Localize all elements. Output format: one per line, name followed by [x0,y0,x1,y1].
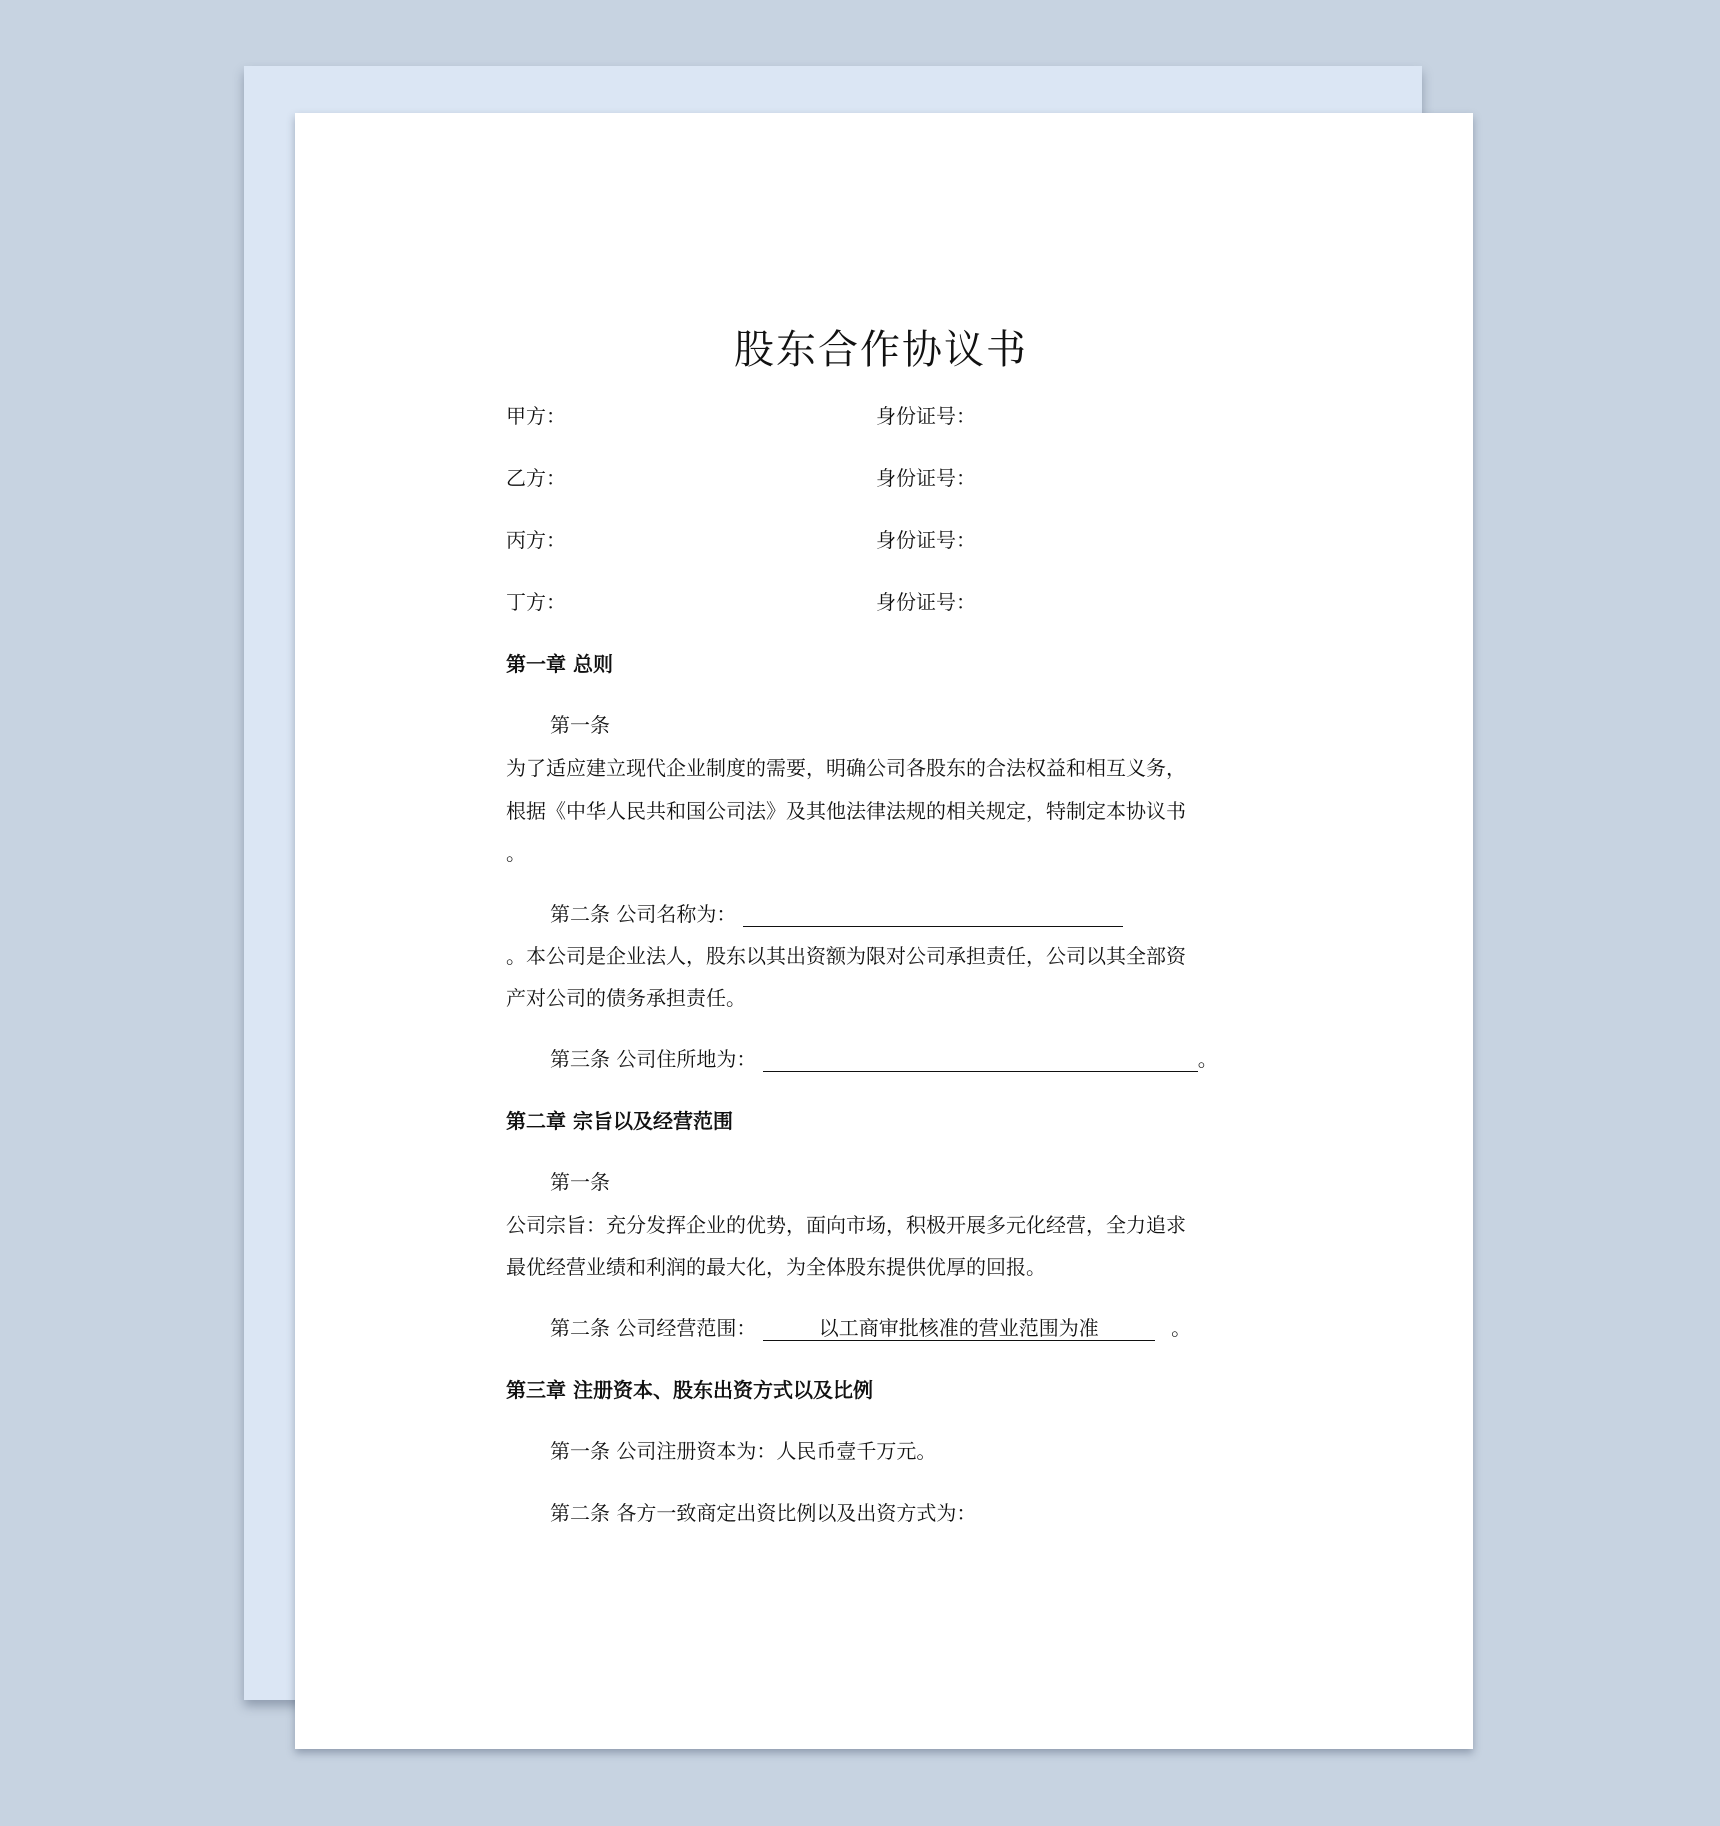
company-address-blank[interactable] [763,1049,1198,1072]
business-scope-label: 第二条 公司经营范围： [550,1316,757,1340]
company-address-label: 第三条 公司住所地为： [550,1047,757,1071]
id-number-label: 身份证号： [876,590,976,614]
chapter-1-article-1-text: 。 [506,841,526,865]
chapter-1-article-1-title: 第一条 [550,713,610,737]
chapter-2-article-1-title: 第一条 [550,1170,610,1194]
party-label: 丁方： [506,590,566,614]
company-name-blank[interactable] [743,904,1123,927]
period: 。 [1171,1316,1192,1340]
id-number-label: 身份证号： [876,528,976,552]
chapter-2-heading: 第二章 宗旨以及经营范围 [506,1109,733,1133]
party-label: 丙方： [506,528,566,552]
party-label: 甲方： [506,404,566,428]
chapter-2-article-1-text: 最优经营业绩和利润的最大化，为全体股东提供优厚的回报。 [506,1255,1046,1279]
id-number-label: 身份证号： [876,466,976,490]
chapter-1-heading: 第一章 总则 [506,652,613,676]
chapter-3-article-2: 第二条 各方一致商定出资比例以及出资方式为： [550,1501,977,1525]
chapter-1-article-1-text: 根据《中华人民共和国公司法》及其他法律法规的相关规定，特制定本协议书 [506,799,1186,823]
chapter-2-article-2 [550,1312,1191,1341]
chapter-1-article-1-text: 为了适应建立现代企业制度的需要，明确公司各股东的合法权益和相互义务， [506,756,1186,780]
chapter-1-article-3 [550,1043,1218,1072]
chapter-1-article-2-text: 。本公司是企业法人，股东以其出资额为限对公司承担责任，公司以其全部资 [506,944,1186,968]
period: 。 [1197,1047,1218,1071]
business-scope-field[interactable]: 以工商审批核准的营业范围为准 [763,1316,1155,1341]
document-content [506,113,1256,1749]
chapter-2-article-1-text: 公司宗旨：充分发挥企业的优势，面向市场，积极开展多元化经营，全力追求 [506,1213,1186,1237]
chapter-1-article-2 [550,898,1123,927]
id-number-label: 身份证号： [876,404,976,428]
chapter-3-heading: 第三章 注册资本、股东出资方式以及比例 [506,1378,873,1402]
party-label: 乙方： [506,466,566,490]
company-name-label: 第二条 公司名称为： [550,902,737,926]
chapter-3-article-1: 第一条 公司注册资本为：人民币壹千万元。 [550,1439,937,1463]
document-page [295,113,1473,1749]
document-title: 股东合作协议书 [734,327,1028,373]
chapter-1-article-2-text: 产对公司的债务承担责任。 [506,986,746,1010]
